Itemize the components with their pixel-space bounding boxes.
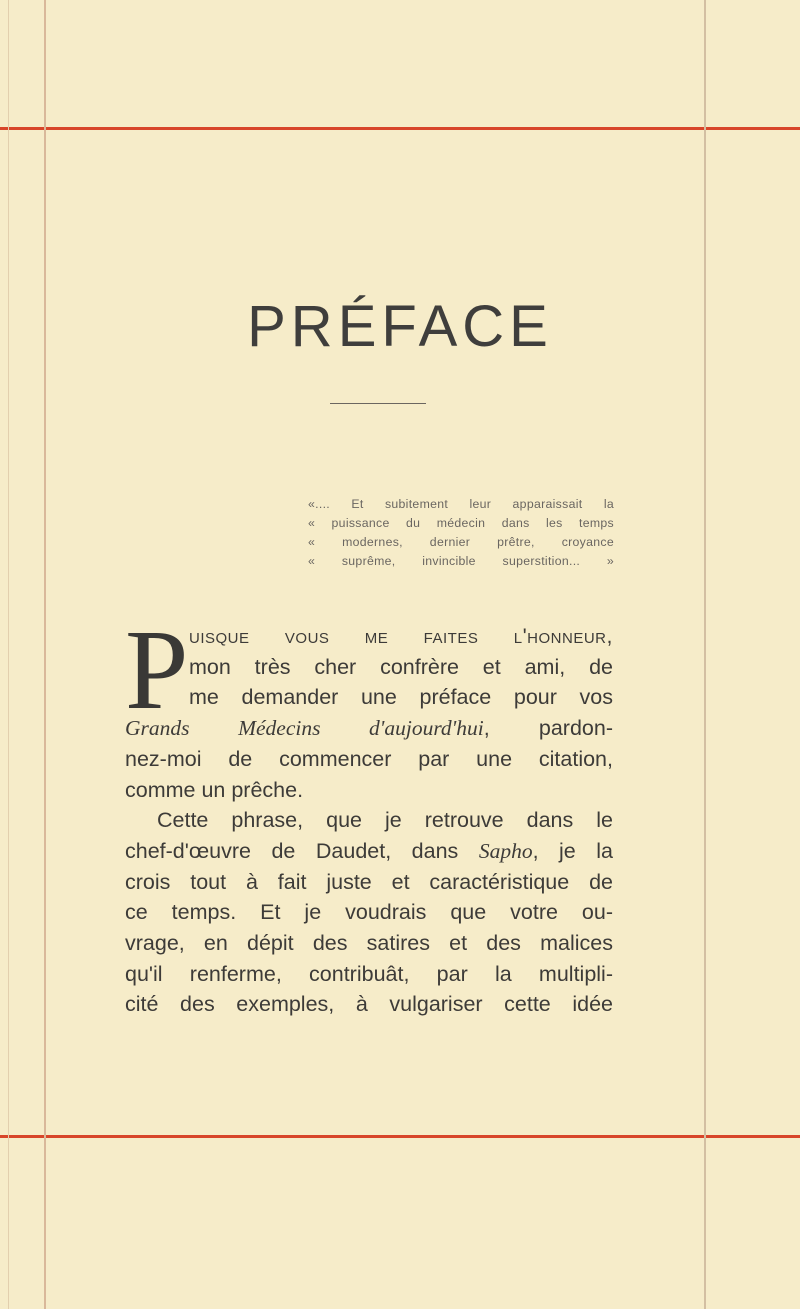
- title-divider: [330, 403, 426, 404]
- frame-top-rule: [0, 127, 800, 130]
- paragraph-2-line-5: vrage, en dépit des satires et des malices: [125, 931, 613, 956]
- body-text: [125, 621, 613, 1020]
- line-text: , pardon-: [483, 716, 613, 741]
- paragraph-2-line-3: crois tout à fait juste et caractéristique de: [125, 869, 613, 894]
- paragraph-2-line-1: Cette phrase, que je retrouve dans le: [157, 808, 613, 833]
- page-gutter-edge: [8, 0, 9, 1309]
- epigraph-line: «.... Et subitement leur apparaissait la: [308, 497, 614, 511]
- book-title-italic: Grands Médecins d'aujourd'hui: [125, 716, 484, 741]
- epigraph: [308, 495, 614, 571]
- paragraph-2-line-6: qu'il renferme, contribuât, par la multipli-: [125, 961, 613, 986]
- paragraph-2-line-4: ce temps. Et je voudrais que votre ou-: [125, 900, 613, 925]
- book-title-italic: Sapho: [478, 838, 533, 863]
- epigraph-line: « modernes, dernier prêtre, croyance: [308, 535, 614, 549]
- paragraph-1-line-4: [125, 713, 613, 744]
- paragraph-1-line-1: uisque vous me faites l'honneur,: [189, 624, 613, 648]
- paragraph-1-line-6: comme un prêche.: [125, 777, 304, 802]
- paragraph-1-line-3: me demander une préface pour vos: [189, 685, 613, 710]
- epigraph-line: « puissance du médecin dans les temps: [308, 516, 614, 530]
- line-text: chef-d'œuvre de Daudet, dans: [125, 838, 479, 863]
- paragraph-2-line-7: cité des exemples, à vulgariser cette idée: [125, 992, 613, 1017]
- frame-bottom-rule: [0, 1135, 800, 1138]
- paragraph-2-line-2: [125, 836, 613, 867]
- frame-left-rule: [44, 0, 46, 1309]
- paragraph-1-line-5: nez-moi de commencer par une citation,: [125, 746, 613, 771]
- frame-right-rule: [704, 0, 706, 1309]
- paragraph-1-line-2: mon très cher confrère et ami, de: [189, 654, 613, 679]
- line-text: , je la: [532, 838, 613, 863]
- page-title: PRÉFACE: [247, 294, 553, 359]
- epigraph-line: « suprême, invincible superstition... »: [308, 554, 614, 568]
- drop-cap: P: [125, 606, 189, 733]
